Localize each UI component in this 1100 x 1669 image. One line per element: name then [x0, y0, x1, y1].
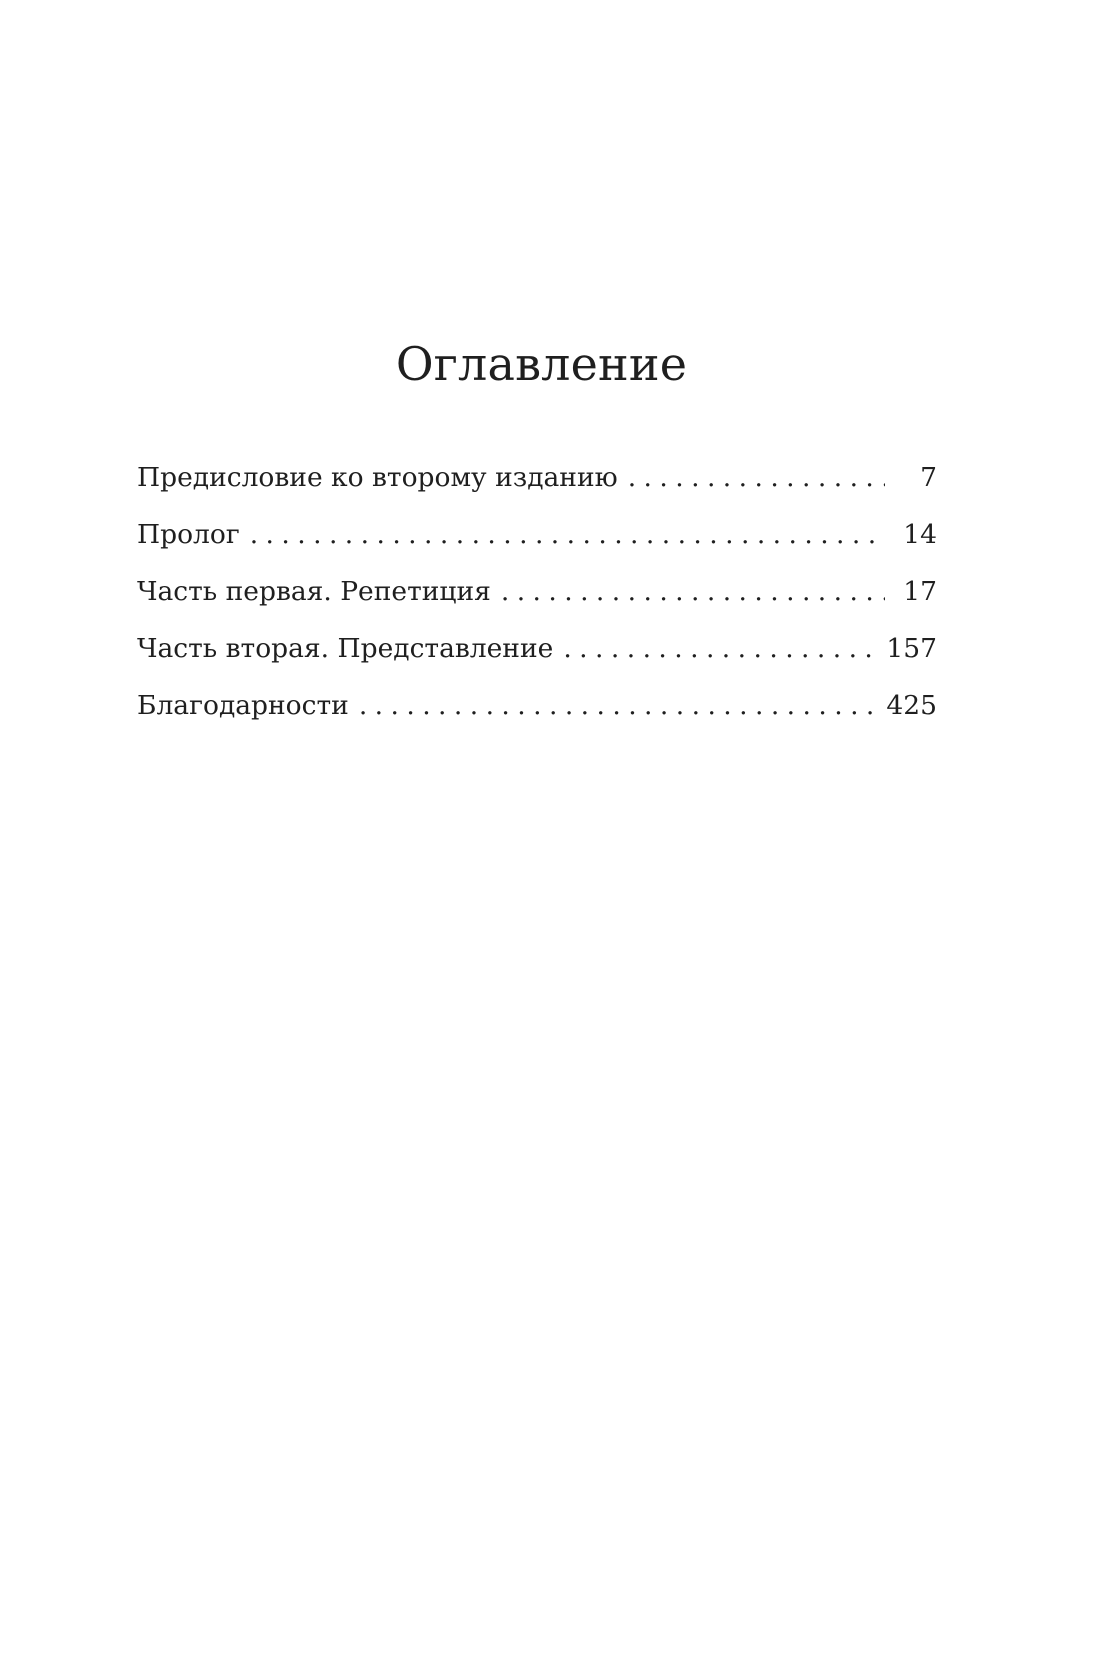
toc-entry: [137, 515, 937, 572]
toc-page-number: 7: [920, 462, 937, 493]
toc-page-number: 157: [886, 633, 937, 664]
toc-entry-title: Благодарности: [137, 690, 349, 721]
dot-leader: [501, 572, 885, 612]
toc-entry-title: Пролог: [137, 519, 240, 550]
toc-entry: [137, 629, 937, 686]
toc-entry-title: Часть вторая. Представление: [137, 633, 554, 664]
toc-entry-title: Часть первая. Репетиция: [137, 576, 491, 607]
toc-page-number: 17: [903, 576, 937, 607]
toc-entry: [137, 458, 937, 515]
toc-entry: [137, 572, 937, 629]
dot-leader: [628, 458, 885, 498]
page-title: Оглавление: [395, 337, 688, 391]
dot-leader: [563, 629, 880, 669]
dot-leader: [359, 686, 881, 726]
toc-entry: [137, 686, 937, 743]
toc-entry-title: Предисловие ко второму изданию: [137, 462, 618, 493]
table-of-contents: [137, 458, 937, 743]
toc-page-number: 14: [903, 519, 937, 550]
toc-page-number: 425: [886, 690, 937, 721]
dot-leader: [250, 515, 885, 555]
